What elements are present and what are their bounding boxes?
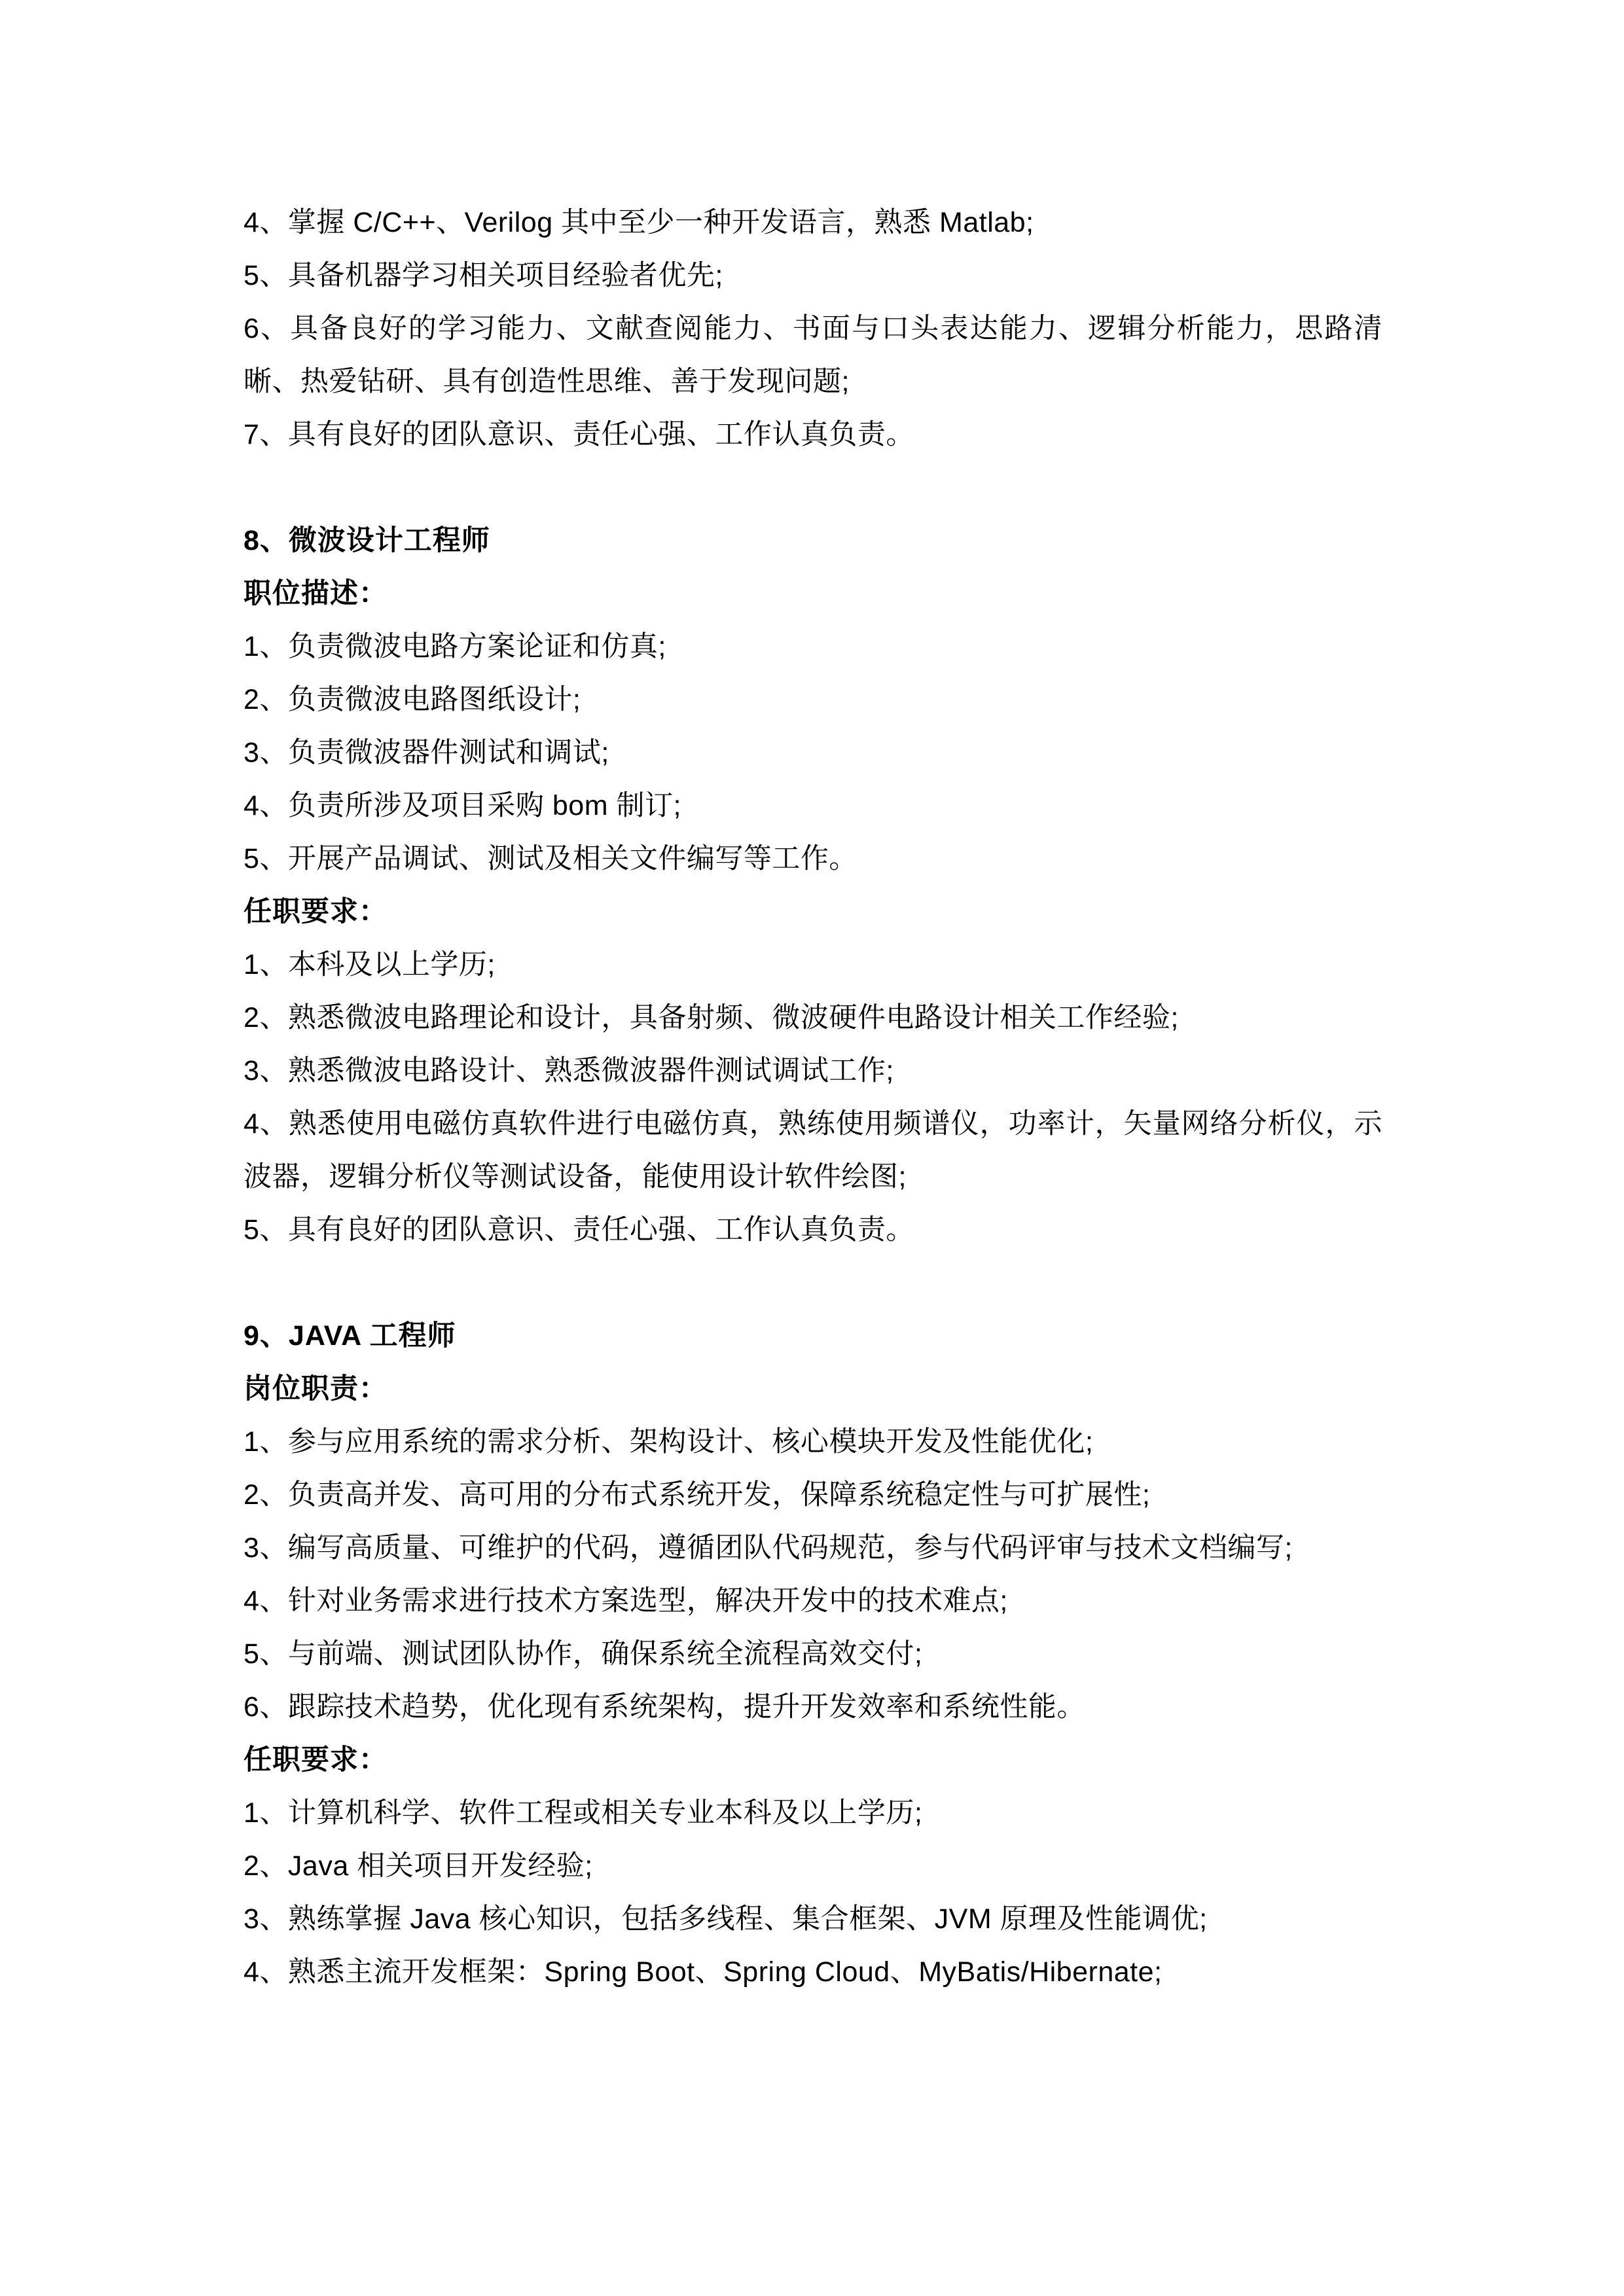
section-8-title: 8、微波设计工程师 <box>244 525 490 556</box>
list-item: 4、熟悉使用电磁仿真软件进行电磁仿真，熟练使用频谱仪，功率计，矢量网络分析仪，示波器，逻辑分析仪等测试设备，能使用设计软件绘图; <box>244 1108 1382 1193</box>
list-item: 2、负责微波电路图纸设计; <box>244 684 581 715</box>
section-9-title: 9、JAVA 工程师 <box>244 1320 456 1352</box>
list-item: 1、负责微波电路方案论证和仿真; <box>244 631 666 662</box>
section-8-description-heading: 职位描述： <box>244 578 388 609</box>
list-item: 2、熟悉微波电路理论和设计，具备射频、微波硬件电路设计相关工作经验; <box>244 1002 1179 1033</box>
section-gap <box>244 461 1382 514</box>
list-item: 4、掌握 C/C++、Verilog 其中至少一种开发语言，熟悉 Matlab; <box>244 207 1034 238</box>
list-item: 5、与前端、测试团队协作，确保系统全流程高效交付; <box>244 1638 923 1670</box>
section-gap <box>244 1257 1382 1310</box>
list-item: 3、负责微波器件测试和调试; <box>244 737 609 768</box>
list-item: 1、计算机科学、软件工程或相关专业本科及以上学历; <box>244 1797 923 1829</box>
list-item: 5、具有良好的团队意识、责任心强、工作认真负责。 <box>244 1214 914 1246</box>
list-item: 6、跟踪技术趋势，优化现有系统架构，提升开发效率和系统性能。 <box>244 1691 1085 1723</box>
list-item: 3、熟练掌握 Java 核心知识，包括多线程、集合框架、JVM 原理及性能调优; <box>244 1903 1208 1935</box>
list-item: 7、具有良好的团队意识、责任心强、工作认真负责。 <box>244 419 914 450</box>
list-item: 4、熟悉主流开发框架：Spring Boot、Spring Cloud、MyBatis/Hibernate; <box>244 1956 1163 1988</box>
list-item: 3、编写高质量、可维护的代码，遵循团队代码规范，参与代码评审与技术文档编写; <box>244 1532 1293 1564</box>
list-item: 2、Java 相关项目开发经验; <box>244 1850 593 1882</box>
section-9-requirements-heading: 任职要求： <box>244 1744 388 1776</box>
list-item: 1、本科及以上学历; <box>244 949 496 980</box>
list-item: 6、具备良好的学习能力、文献查阅能力、书面与口头表达能力、逻辑分析能力，思路清晰、热爱钻研、具有创造性思维、善于发现问题; <box>244 313 1382 397</box>
list-item: 1、参与应用系统的需求分析、架构设计、核心模块开发及性能优化; <box>244 1426 1094 1458</box>
list-item: 2、负责高并发、高可用的分布式系统开发，保障系统稳定性与可扩展性; <box>244 1479 1151 1511</box>
list-item: 4、负责所涉及项目采购 bom 制订; <box>244 790 681 821</box>
list-item: 5、开展产品调试、测试及相关文件编写等工作。 <box>244 843 857 874</box>
section-9-duties-heading: 岗位职责： <box>244 1373 388 1405</box>
list-item: 4、针对业务需求进行技术方案选型，解决开发中的技术难点; <box>244 1585 1008 1617</box>
section-8-requirements-heading: 任职要求： <box>244 896 388 927</box>
list-item: 3、熟悉微波电路设计、熟悉微波器件测试调试工作; <box>244 1055 894 1086</box>
list-item: 5、具备机器学习相关项目经验者优先; <box>244 260 723 291</box>
